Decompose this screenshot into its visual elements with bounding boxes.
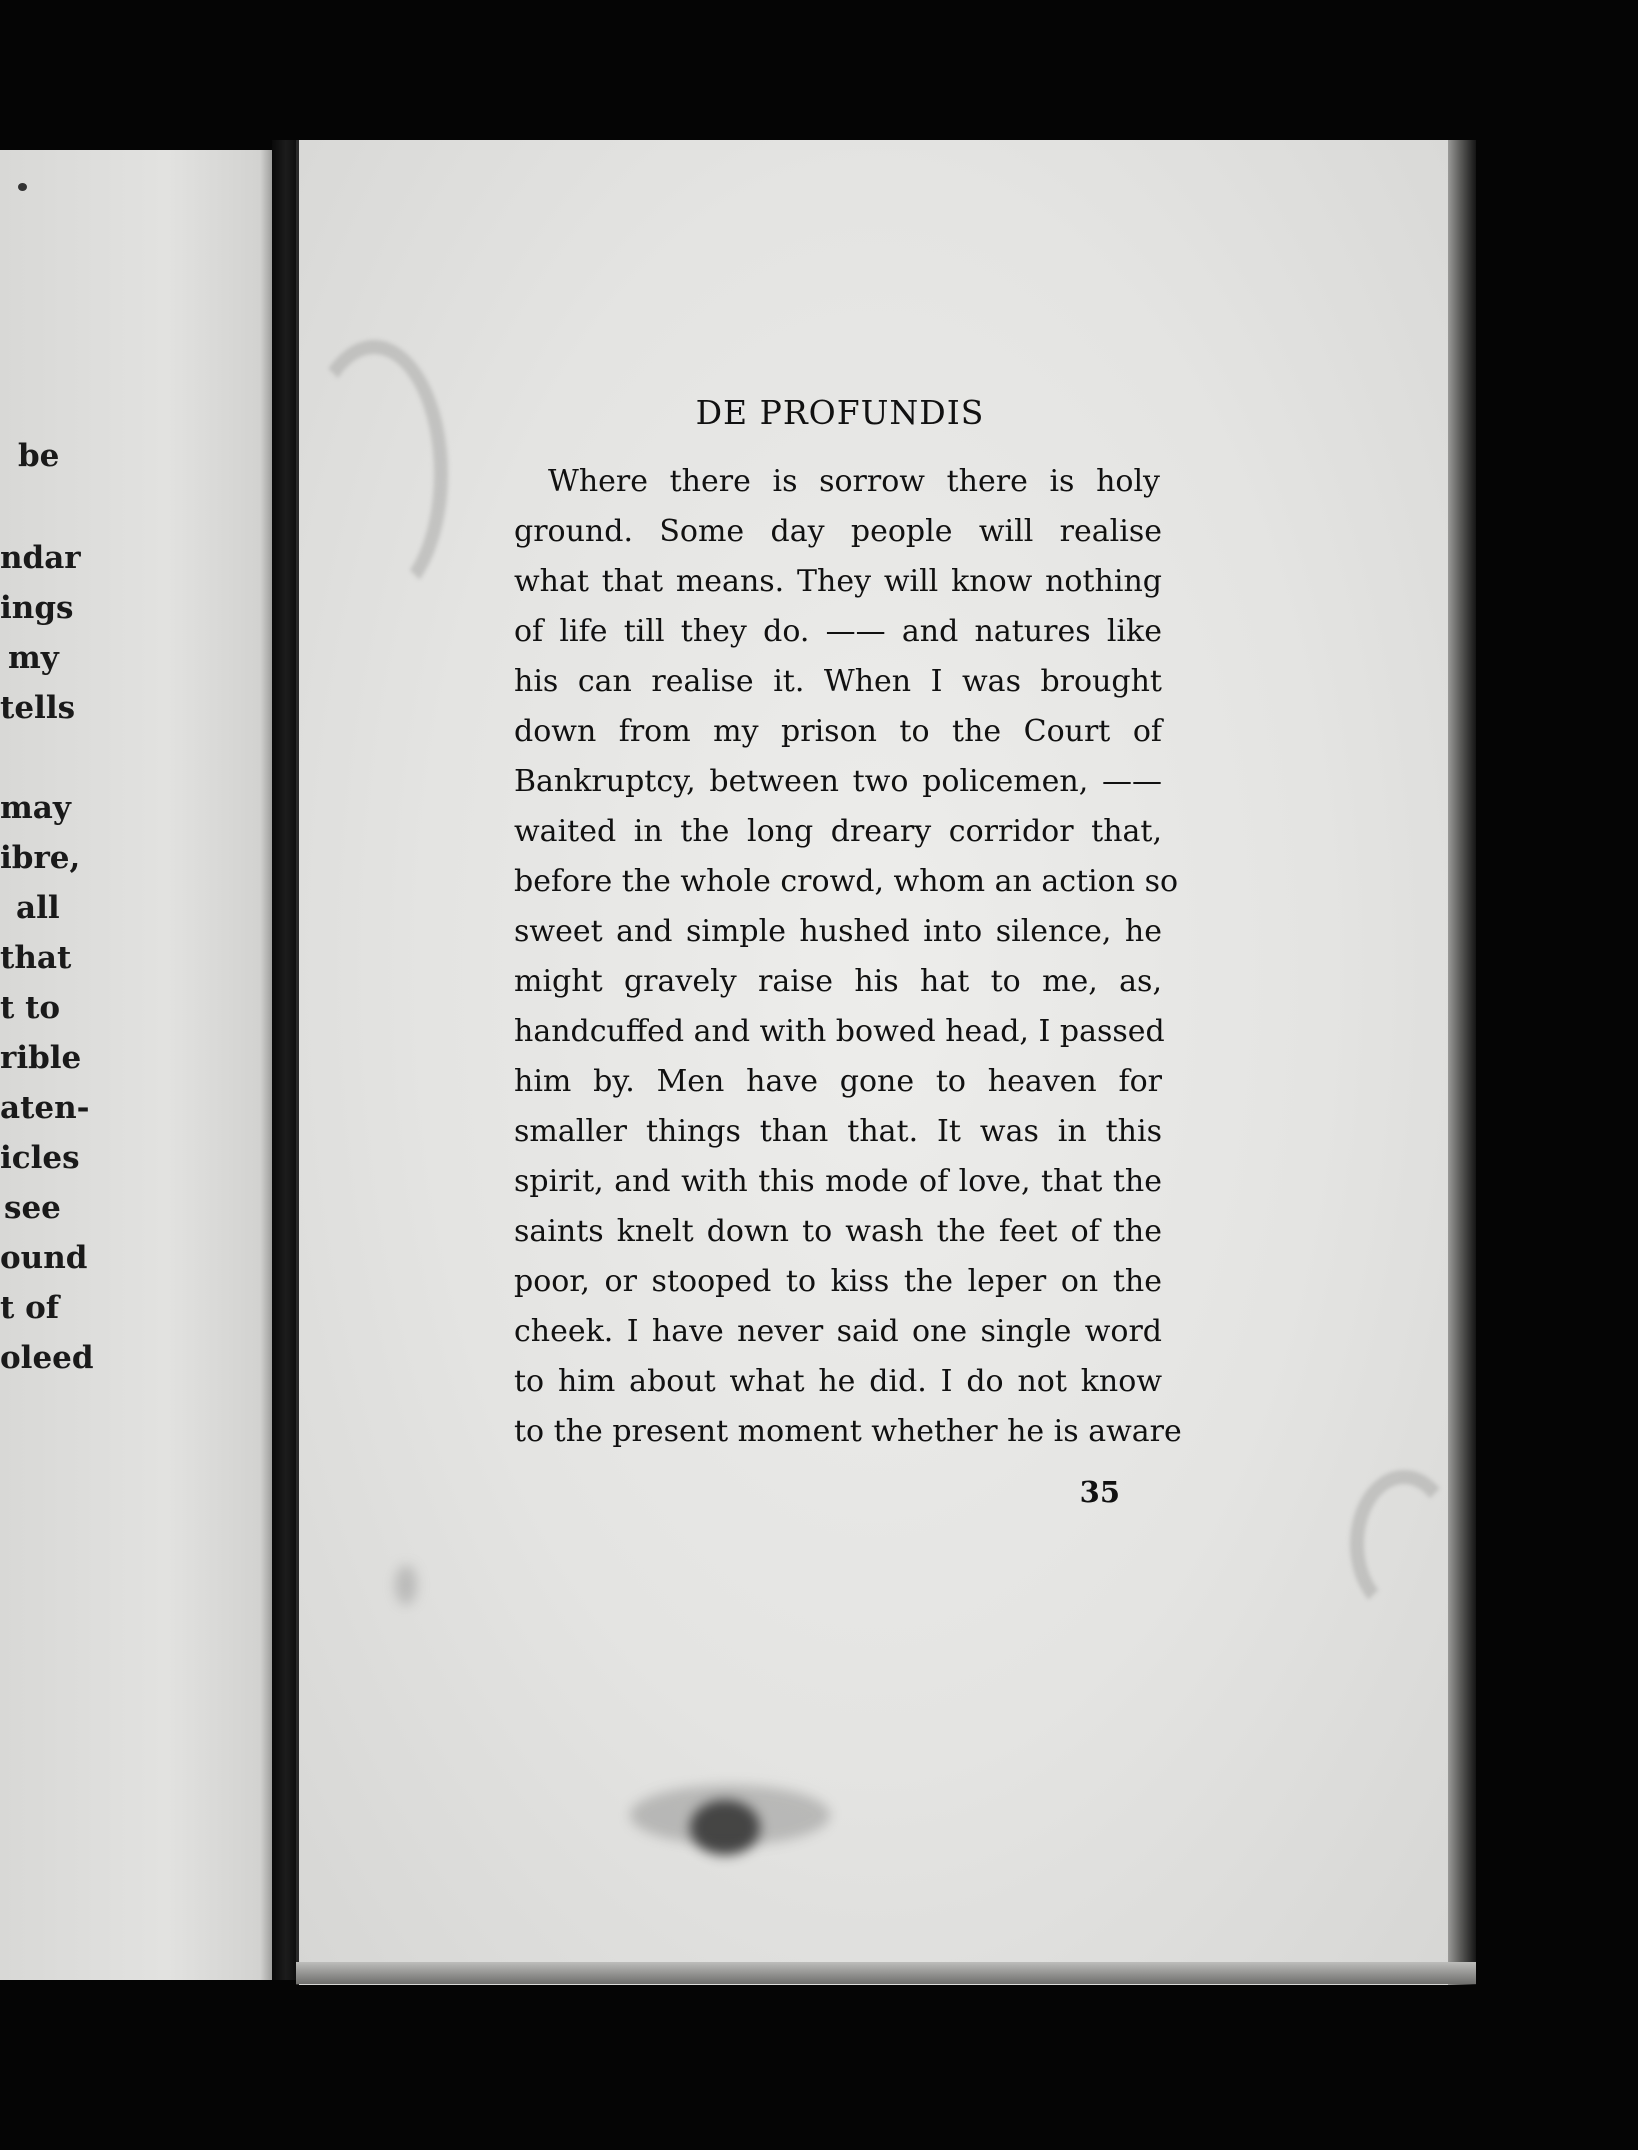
page-number: 35 — [1079, 1475, 1120, 1509]
previous-page-fragment: icles — [0, 1140, 80, 1176]
previous-page-fragment: t to — [0, 990, 61, 1026]
page-bottom-edge — [296, 1962, 1476, 1984]
page-stain — [1350, 1470, 1458, 1618]
previous-page-fragment: oleed — [0, 1340, 94, 1376]
text-line: Bankruptcy, between two policemen, —— — [514, 764, 1162, 799]
running-head: DE PROFUNDIS — [695, 393, 985, 432]
text-line: of life till they do. —— and natures like — [514, 614, 1162, 649]
previous-page-fragment: rible — [0, 1040, 82, 1076]
text-line: down from my prison to the Court of — [514, 714, 1162, 749]
ink-speck — [18, 183, 27, 191]
text-line: ground. Some day people will realise — [514, 514, 1162, 549]
text-line: might gravely raise his hat to me, as, — [514, 964, 1162, 999]
text-line: to him about what he did. I do not know — [514, 1364, 1162, 1399]
ink-smudge-halo — [630, 1785, 830, 1845]
page-mark — [395, 1565, 417, 1605]
text-line: Where there is sorrow there is holy — [548, 464, 1160, 499]
previous-page-fragment: my — [8, 640, 59, 676]
previous-page-fragment: aten- — [0, 1090, 90, 1126]
page-stain — [300, 340, 448, 608]
previous-page-fragment: ibre, — [0, 840, 81, 876]
page-edge-shadow — [1448, 140, 1476, 1985]
previous-page-fragment: ndar — [0, 540, 81, 576]
text-line: handcuffed and with bowed head, I passed — [514, 1014, 1165, 1049]
previous-page-fragment: see — [4, 1190, 61, 1226]
text-line: poor, or stooped to kiss the leper on the — [514, 1264, 1162, 1299]
text-line: to the present moment whether he is aware — [514, 1414, 1182, 1449]
text-line: spirit, and with this mode of love, that the — [514, 1164, 1162, 1199]
previous-page-fragment: that — [0, 940, 72, 976]
text-line: him by. Men have gone to heaven for — [514, 1064, 1162, 1099]
previous-page-fragment: tells — [0, 690, 76, 726]
previous-page-fragment: be — [18, 438, 60, 474]
previous-page-fragment: ings — [0, 590, 74, 626]
previous-page-fragment: all — [16, 890, 60, 926]
text-line: waited in the long dreary corridor that, — [514, 814, 1162, 849]
text-line: smaller things than that. It was in this — [514, 1114, 1162, 1149]
previous-page-fragment: t of — [0, 1290, 60, 1326]
text-line: cheek. I have never said one single word — [514, 1314, 1162, 1349]
text-line: sweet and simple hushed into silence, he — [514, 914, 1162, 949]
previous-page-fragment: may — [0, 790, 71, 826]
text-line: what that means. They will know nothing — [514, 564, 1162, 599]
text-line: saints knelt down to wash the feet of the — [514, 1214, 1162, 1249]
previous-page-fragment: ound — [0, 1240, 88, 1276]
text-line: his can realise it. When I was brought — [514, 664, 1162, 699]
text-line: before the whole crowd, whom an action so — [514, 864, 1179, 899]
